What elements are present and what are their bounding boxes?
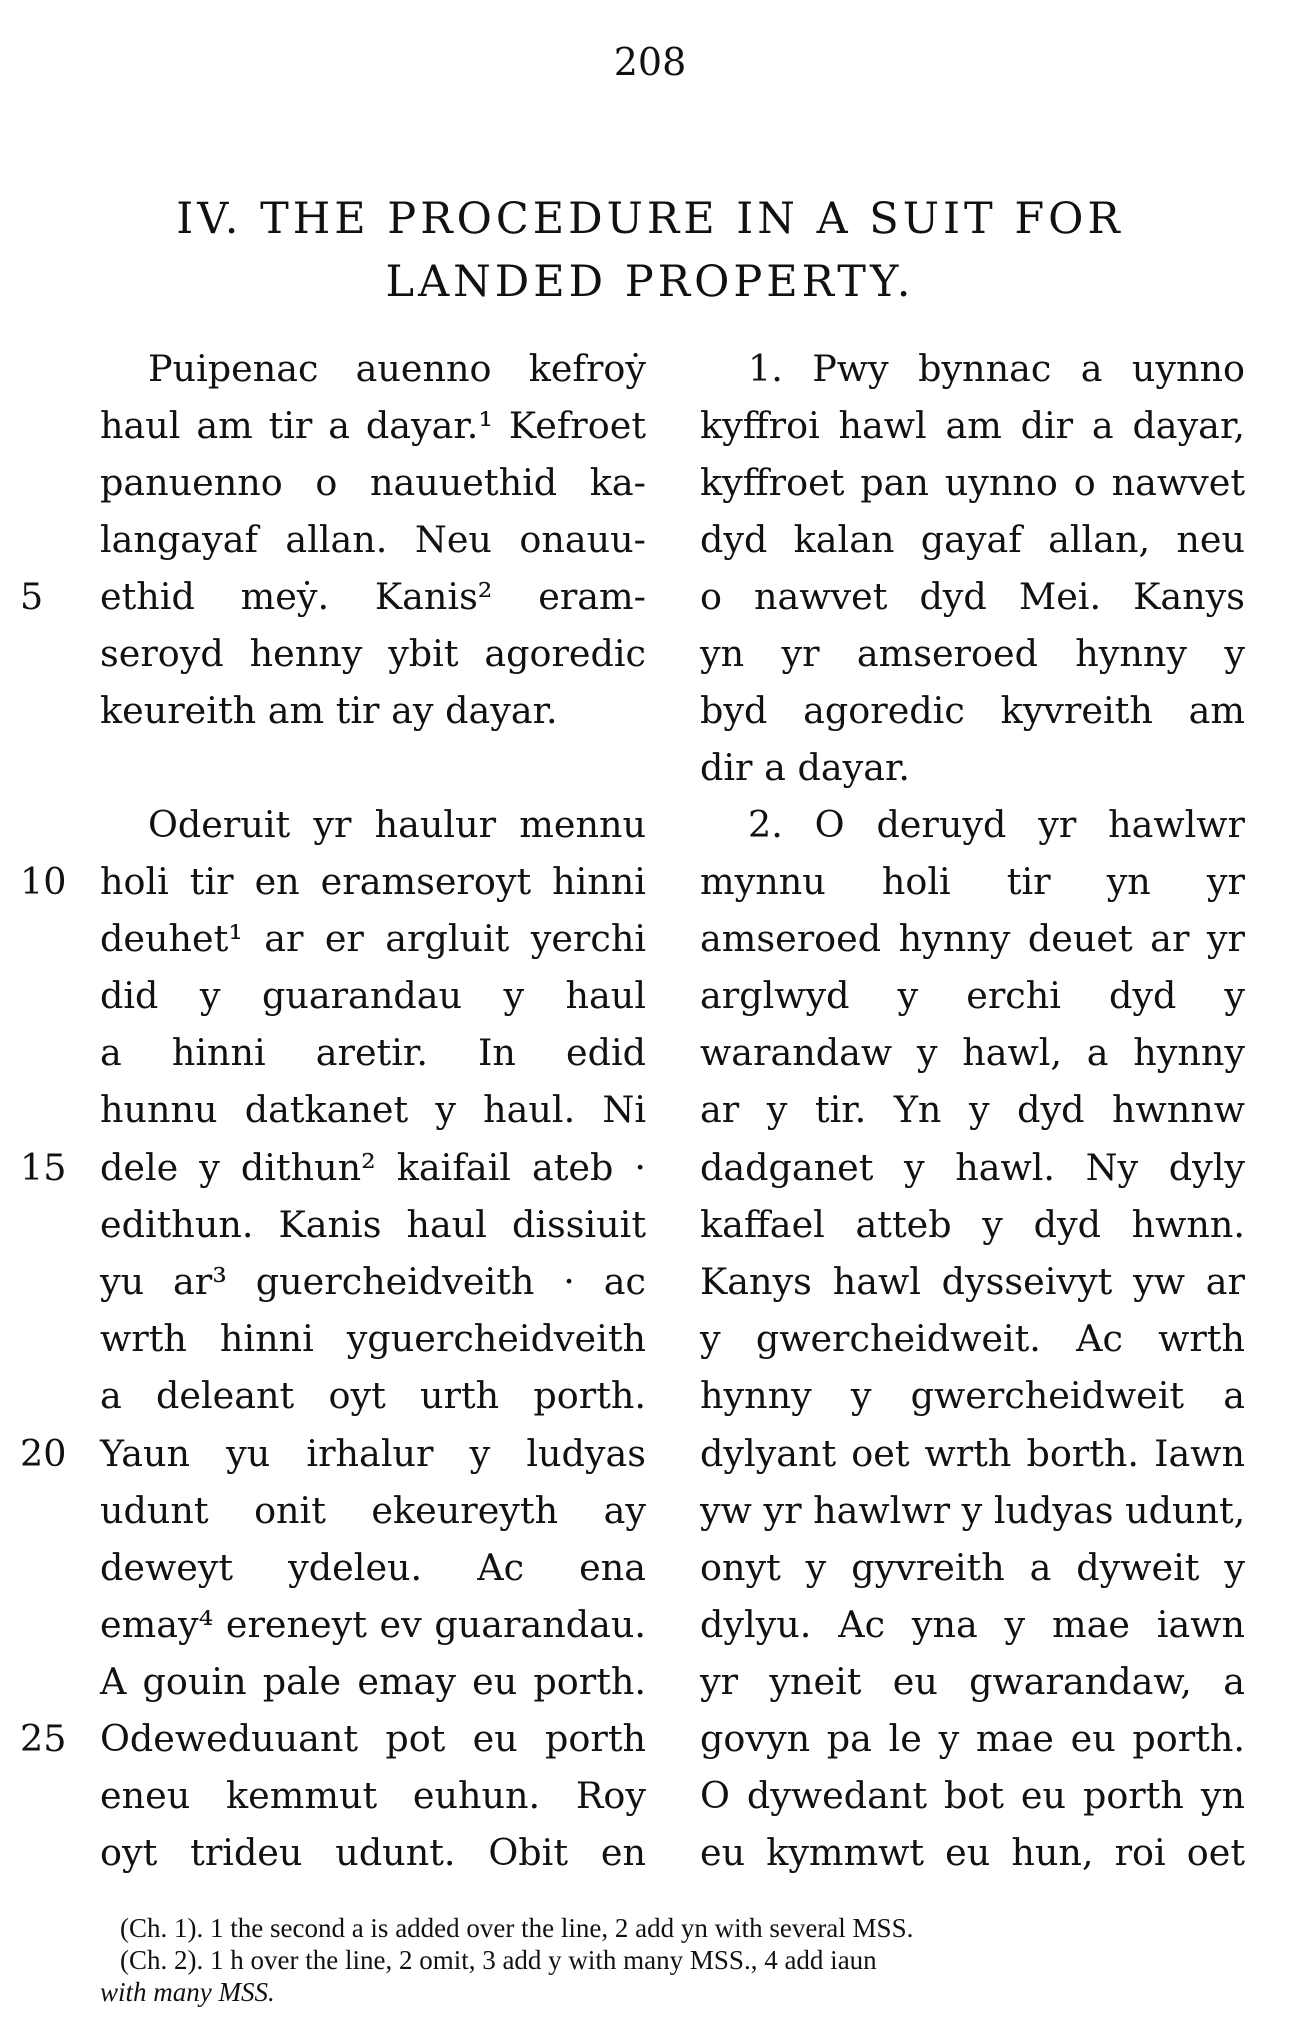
chapter-title-line-1: IV. THE PROCEDURE IN A SUIT FOR — [176, 194, 1124, 244]
left-line: a hinni aretir. In edid — [100, 1031, 646, 1074]
footnote-ch1: (Ch. 1). 1 the second a is added over the line, 2 add yn with several MSS. — [120, 1913, 914, 1943]
left-line: Oderuit yr haulur mennu — [148, 803, 646, 846]
line-marker: 25 — [20, 1717, 67, 1760]
right-line: dir a dayar. — [700, 746, 910, 789]
right-line: O dywedant bot eu porth yn — [700, 1774, 1245, 1817]
left-line: a deleant oyt urth porth. — [100, 1374, 646, 1417]
left-line: holi tir en eramseroyt hinni — [100, 860, 646, 903]
right-line: dylyu. Ac yna y mae iawn — [700, 1603, 1245, 1646]
left-line: panuenno o nauuethid ka- — [100, 461, 646, 504]
left-line: oyt trideu udunt. Obit en — [100, 1831, 646, 1874]
chapter-title-line-2: LANDED PROPERTY. — [385, 257, 915, 307]
right-line: eu kymmwt eu hun, roi oet — [700, 1831, 1245, 1874]
left-line: dele y dithun² kaifail ateb · — [100, 1146, 646, 1189]
right-line: mynnu holi tir yn yr — [700, 860, 1245, 903]
right-line: ar y tir. Yn y dyd hwnnw — [700, 1088, 1245, 1131]
left-line: edithun. Kanis haul dissiuit — [100, 1203, 646, 1246]
right-line: y gwercheidweit. Ac wrth — [700, 1317, 1245, 1360]
right-line: Kanys hawl dysseivyt yw ar — [700, 1260, 1245, 1303]
right-line: o nawvet dyd Mei. Kanys — [700, 575, 1245, 618]
right-line: 1. Pwy bynnac a uynno — [748, 347, 1245, 390]
left-line: keureith am tir ay dayar. — [100, 689, 558, 732]
left-line: did y guarandau y haul — [100, 974, 646, 1017]
right-line: yn yr amseroed hynny y — [700, 632, 1245, 675]
right-line: 2. O deruyd yr hawlwr — [748, 803, 1245, 846]
left-line: seroyd henny ybit agoredic — [100, 632, 646, 675]
right-line: byd agoredic kyvreith am — [700, 689, 1245, 732]
line-marker: 10 — [20, 860, 67, 903]
right-line: dylyant oet wrth borth. Iawn — [700, 1432, 1245, 1475]
left-line: langayaf allan. Neu onauu- — [100, 518, 646, 561]
line-marker: 20 — [20, 1432, 67, 1475]
left-line: ethid meẏ. Kanis² eram- — [100, 575, 646, 618]
right-line: warandaw y hawl, a hynny — [700, 1031, 1245, 1074]
left-line: wrth hinni yguercheidveith — [100, 1317, 646, 1360]
left-line: emay⁴ ereneyt ev guarandau. — [100, 1603, 646, 1646]
right-line: govyn pa le y mae eu porth. — [700, 1717, 1245, 1760]
right-line: dyd kalan gayaf allan, neu — [700, 518, 1245, 561]
left-line: Yaun yu irhalur y ludyas — [100, 1432, 646, 1475]
right-line: arglwyd y erchi dyd y — [700, 974, 1245, 1017]
footnotes — [100, 1912, 1248, 2008]
right-line: onyt y gyvreith a dyweit y — [700, 1546, 1245, 1589]
left-line: eneu kemmut euhun. Roy — [100, 1774, 646, 1817]
right-line: yr yneit eu gwarandaw, a — [700, 1660, 1245, 1703]
right-line: dadganet y hawl. Ny dyly — [700, 1146, 1245, 1189]
left-line: Odeweduuant pot eu porth — [100, 1717, 646, 1760]
right-line: kaffael atteb y dyd hwnn. — [700, 1203, 1245, 1246]
chapter-title — [0, 188, 1300, 314]
left-line: Puipenac auenno kefroẏ — [148, 347, 646, 390]
footnote-ch2-cont: with many MSS. — [100, 1977, 275, 2007]
right-line: hynny y gwercheidweit a — [700, 1374, 1245, 1417]
left-line: deuhet¹ ar er argluit yerchi — [100, 917, 646, 960]
right-line: kyffroi hawl am dir a dayar, — [700, 404, 1245, 447]
left-line: deweyt ydeleu. Ac ena — [100, 1546, 646, 1589]
line-marker: 15 — [20, 1146, 67, 1189]
right-line: kyffroet pan uynno o nawvet — [700, 461, 1245, 504]
left-line: yu ar³ guercheidveith · ac — [100, 1260, 646, 1303]
left-line: A gouin pale emay eu porth. — [100, 1660, 646, 1703]
footnote-ch2: (Ch. 2). 1 h over the line, 2 omit, 3 add y with many MSS., 4 add iaun — [120, 1945, 877, 1975]
line-marker: 5 — [20, 575, 44, 618]
left-line: haul am tir a dayar.¹ Kefroet — [100, 404, 646, 447]
right-line: amseroed hynny deuet ar yr — [700, 917, 1245, 960]
right-line: yw yr hawlwr y ludyas udunt, — [700, 1489, 1246, 1532]
page-number: 208 — [613, 40, 687, 84]
left-line: udunt onit ekeureyth ay — [100, 1489, 646, 1532]
left-line: hunnu datkanet y haul. Ni — [100, 1088, 646, 1131]
